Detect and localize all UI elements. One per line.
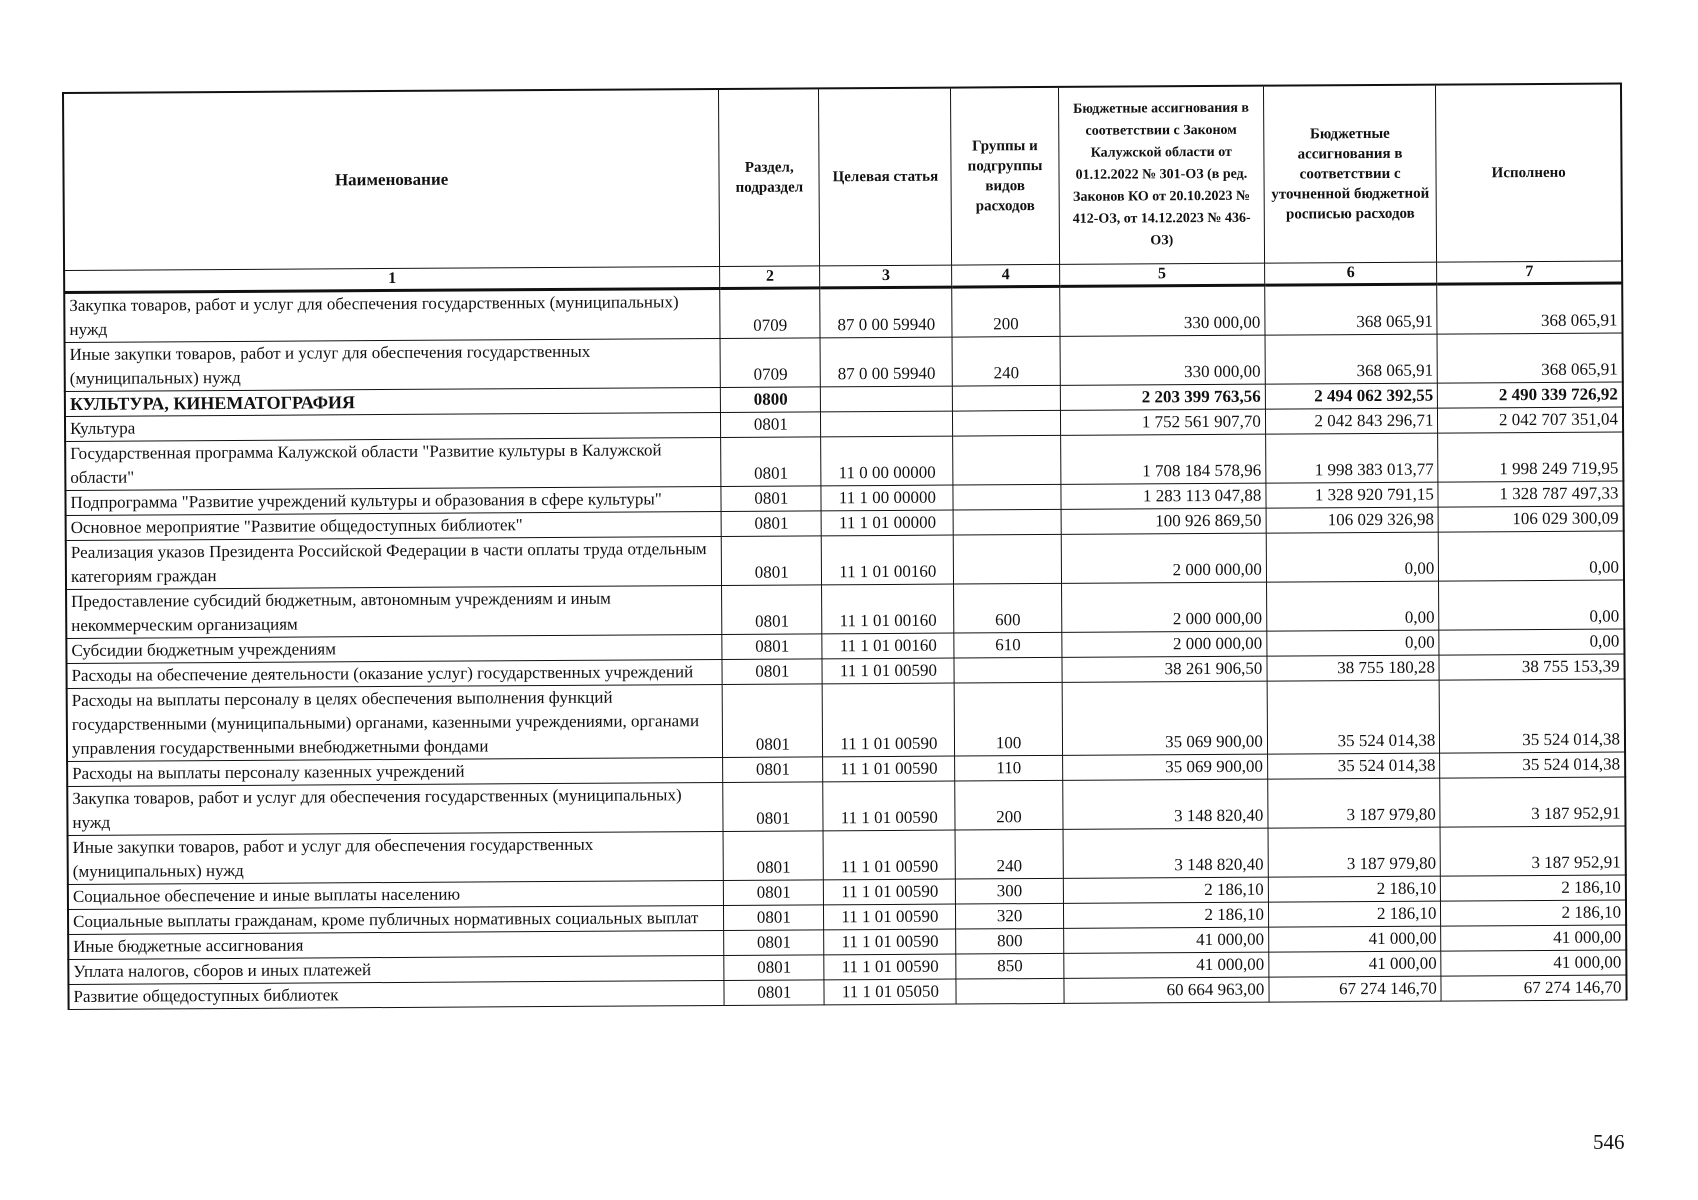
budget-table — [62, 82, 1628, 1010]
row-law-amount: 3 148 820,40 — [1063, 779, 1268, 829]
header-number: 2 — [720, 266, 821, 289]
row-article: 87 0 00 59940 — [821, 337, 953, 387]
row-article: 11 1 01 00000 — [822, 510, 954, 536]
row-executed-amount: 41 000,00 — [1441, 950, 1626, 976]
row-name: Предоставление субсидий бюджетным, автономным учреждениям и иным некоммерческим организациям — [66, 585, 722, 638]
row-name: Реализация указов Президента Российской Федерации в части оплаты труда отдельным категориям граждан — [66, 536, 722, 589]
row-name: Расходы на выплаты персоналу в целях обеспечения выполнения функций государственными (муниципальными) органами, казенными учреждениями, органами управления государственными внебюджетными фондами — [67, 684, 723, 761]
header-refined: Бюджетные ассигнования в соответствии с уточненной бюджетной росписью расходов — [1263, 85, 1437, 264]
header-number: 5 — [1059, 263, 1264, 286]
row-group: 200 — [952, 286, 1060, 337]
row-group — [953, 484, 1061, 510]
header-row — [63, 83, 1622, 270]
row-refined-amount: 2 186,10 — [1268, 876, 1441, 902]
row-executed-amount: 2 490 339 726,92 — [1438, 382, 1623, 408]
row-name: Расходы на выплаты персоналу казенных учреждений — [67, 757, 723, 786]
row-refined-amount: 2 494 062 392,55 — [1265, 383, 1438, 409]
row-article: 11 1 01 00590 — [824, 904, 956, 930]
header-number: 4 — [952, 264, 1060, 287]
row-executed-amount: 35 524 014,38 — [1439, 679, 1625, 753]
row-section: 0801 — [723, 880, 824, 906]
row-executed-amount: 106 029 300,09 — [1438, 506, 1623, 532]
row-law-amount: 38 261 906,50 — [1062, 656, 1267, 682]
header-name: Наименование — [63, 89, 720, 271]
row-name: Подпрограмма "Развитие учреждений культуры и образования в сфере культуры" — [65, 486, 721, 515]
header-group: Группы и подгруппы видов расходов — [951, 87, 1060, 265]
row-article: 11 1 01 00590 — [823, 756, 955, 782]
header-number: 7 — [1437, 261, 1622, 284]
row-section: 0801 — [724, 905, 825, 931]
header-number: 6 — [1264, 262, 1437, 285]
row-refined-amount: 368 065,91 — [1265, 284, 1438, 335]
row-group: 200 — [955, 780, 1063, 830]
row-executed-amount: 0,00 — [1439, 629, 1624, 655]
row-law-amount: 2 000 000,00 — [1062, 631, 1267, 657]
row-group — [953, 509, 1061, 535]
row-refined-amount: 106 029 326,98 — [1266, 507, 1439, 533]
row-law-amount: 100 926 869,50 — [1061, 508, 1266, 534]
row-name: Уплата налогов, сборов и иных платежей — [68, 955, 724, 984]
row-article: 11 1 01 00590 — [824, 954, 956, 980]
row-section: 0801 — [721, 511, 822, 537]
row-article: 11 1 01 00160 — [822, 535, 954, 585]
table-row — [67, 777, 1625, 836]
row-article: 11 1 01 00590 — [823, 781, 955, 831]
row-executed-amount: 67 274 146,70 — [1441, 975, 1626, 1001]
row-article: 11 1 01 00590 — [822, 658, 954, 684]
row-executed-amount: 3 187 952,91 — [1440, 777, 1625, 827]
row-article: 11 1 01 00590 — [824, 929, 956, 955]
row-name: Закупка товаров, работ и услуг для обеспечения государственных (муниципальных) нужд — [67, 782, 723, 835]
row-article: 87 0 00 59940 — [820, 287, 952, 338]
row-law-amount: 2 000 000,00 — [1061, 533, 1266, 583]
row-name: Субсидии бюджетным учреждениям — [66, 634, 722, 663]
row-article: 11 1 01 05050 — [824, 979, 956, 1005]
row-section: 0801 — [723, 757, 824, 783]
row-refined-amount: 38 755 180,28 — [1267, 655, 1440, 681]
row-section: 0801 — [724, 980, 825, 1006]
row-law-amount: 60 664 963,00 — [1064, 977, 1269, 1003]
row-section: 0801 — [722, 659, 823, 685]
row-group — [953, 435, 1061, 485]
row-executed-amount: 2 042 707 351,04 — [1438, 407, 1623, 433]
row-refined-amount: 67 274 146,70 — [1269, 976, 1442, 1002]
row-executed-amount: 0,00 — [1439, 531, 1624, 581]
row-executed-amount: 1 998 249 719,95 — [1438, 432, 1623, 482]
row-name: Иные бюджетные ассигнования — [68, 930, 724, 959]
row-article — [821, 411, 953, 437]
row-section: 0801 — [723, 831, 824, 881]
row-law-amount: 3 148 820,40 — [1063, 828, 1268, 878]
row-article: 11 1 00 00000 — [821, 485, 953, 511]
row-law-amount: 2 203 399 763,56 — [1060, 384, 1265, 410]
row-name: Культура — [65, 412, 721, 441]
header-number: 3 — [820, 265, 952, 288]
row-group: 240 — [952, 336, 1060, 386]
table-row — [64, 283, 1622, 343]
row-executed-amount: 0,00 — [1439, 580, 1624, 630]
row-executed-amount: 368 065,91 — [1437, 283, 1622, 334]
row-section: 0801 — [722, 684, 823, 758]
row-group: 320 — [956, 903, 1064, 929]
row-law-amount: 330 000,00 — [1060, 285, 1265, 336]
row-refined-amount: 35 524 014,38 — [1267, 680, 1440, 754]
table-row — [65, 432, 1623, 491]
row-refined-amount: 41 000,00 — [1268, 926, 1441, 952]
row-refined-amount: 3 187 979,80 — [1268, 827, 1441, 877]
row-refined-amount: 1 328 920 791,15 — [1266, 482, 1439, 508]
row-name: Основное мероприятие "Развитие общедоступных библиотек" — [66, 511, 722, 540]
table-row — [68, 826, 1626, 885]
header-section: Раздел, подраздел — [719, 88, 820, 266]
row-executed-amount: 3 187 952,91 — [1440, 826, 1625, 876]
row-section: 0709 — [720, 288, 821, 339]
row-article — [821, 386, 953, 412]
row-name: Иные закупки товаров, работ и услуг для обеспечения государственных (муниципальных) нужд — [68, 831, 724, 884]
row-law-amount: 1 752 561 907,70 — [1060, 409, 1265, 435]
row-law-amount: 1 283 113 047,88 — [1061, 483, 1266, 509]
row-article: 11 1 01 00590 — [823, 683, 955, 757]
row-executed-amount: 35 524 014,38 — [1440, 752, 1625, 778]
row-name: Социальные выплаты гражданам, кроме публичных нормативных социальных выплат — [68, 905, 724, 934]
row-name: Развитие общедоступных библиотек — [68, 980, 724, 1009]
row-executed-amount: 38 755 153,39 — [1439, 654, 1624, 680]
row-refined-amount: 2 042 843 296,71 — [1265, 408, 1438, 434]
row-section: 0709 — [720, 338, 821, 388]
row-section: 0801 — [721, 412, 822, 438]
row-executed-amount: 2 186,10 — [1441, 875, 1626, 901]
row-group: 800 — [956, 928, 1064, 954]
row-group — [954, 657, 1062, 683]
row-group — [953, 385, 1061, 411]
row-refined-amount: 1 998 383 013,77 — [1265, 433, 1438, 483]
row-refined-amount: 35 524 014,38 — [1267, 753, 1440, 779]
row-name: Социальное обеспечение и иные выплаты населению — [68, 880, 724, 909]
row-executed-amount: 2 186,10 — [1441, 900, 1626, 926]
row-name: КУЛЬТУРА, КИНЕМАТОГРАФИЯ — [65, 387, 721, 416]
row-name: Государственная программа Калужской области "Развитие культуры в Калужской области" — [65, 437, 721, 490]
row-group: 100 — [954, 682, 1062, 756]
row-law-amount: 2 186,10 — [1063, 877, 1268, 903]
row-section: 0801 — [722, 585, 823, 635]
row-section: 0801 — [724, 955, 825, 981]
row-executed-amount: 41 000,00 — [1441, 925, 1626, 951]
header-executed: Исполнено — [1436, 83, 1622, 262]
row-name: Расходы на обеспечение деятельности (оказание услуг) государственных учреждений — [66, 659, 722, 688]
page-number: 546 — [1593, 1130, 1625, 1154]
header-article: Целевая статья — [819, 88, 952, 266]
row-group: 600 — [954, 583, 1062, 633]
row-section: 0801 — [723, 782, 824, 832]
row-refined-amount: 0,00 — [1266, 532, 1439, 582]
row-section: 0801 — [724, 930, 825, 956]
row-group — [956, 978, 1064, 1004]
row-refined-amount: 2 186,10 — [1268, 901, 1441, 927]
row-refined-amount: 368 065,91 — [1265, 334, 1438, 384]
row-group: 110 — [955, 755, 1063, 781]
row-law-amount: 2 000 000,00 — [1061, 582, 1266, 632]
table-row — [67, 679, 1625, 762]
row-group: 610 — [954, 632, 1062, 658]
row-group: 850 — [956, 953, 1064, 979]
row-article: 11 1 01 00590 — [824, 879, 956, 905]
row-refined-amount: 3 187 979,80 — [1268, 778, 1441, 828]
row-section: 0801 — [721, 437, 822, 487]
row-executed-amount: 368 065,91 — [1437, 333, 1622, 383]
row-refined-amount: 41 000,00 — [1269, 951, 1442, 977]
row-name: Закупка товаров, работ и услуг для обеспечения государственных (муниципальных) нужд — [64, 288, 720, 342]
row-article: 11 1 01 00160 — [822, 584, 954, 634]
header-law: Бюджетные ассигнования в соответствии с Законом Калужской области от 01.12.2022 № 301-ОЗ (в ред. Законов КО от 20.10.2023 № 412-ОЗ, от 14.12.2023 № 436-ОЗ) — [1058, 86, 1264, 265]
row-law-amount: 35 069 900,00 — [1062, 681, 1267, 755]
row-refined-amount: 0,00 — [1266, 581, 1439, 631]
row-group — [953, 534, 1061, 584]
table-body — [64, 283, 1626, 1010]
row-group — [953, 410, 1061, 436]
row-article: 11 1 01 00590 — [824, 830, 956, 880]
header-number: 1 — [64, 266, 720, 292]
row-law-amount: 330 000,00 — [1060, 335, 1265, 385]
row-law-amount: 41 000,00 — [1064, 952, 1269, 978]
row-section: 0801 — [722, 634, 823, 660]
table-row — [65, 333, 1623, 392]
row-section: 0800 — [720, 387, 821, 413]
row-section: 0801 — [721, 536, 822, 586]
row-executed-amount: 1 328 787 497,33 — [1438, 481, 1623, 507]
row-refined-amount: 0,00 — [1267, 630, 1440, 656]
row-article: 11 0 00 00000 — [821, 436, 953, 486]
row-law-amount: 2 186,10 — [1063, 902, 1268, 928]
row-section: 0801 — [721, 486, 822, 512]
row-law-amount: 1 708 184 578,96 — [1061, 434, 1266, 484]
row-group: 300 — [956, 878, 1064, 904]
row-law-amount: 41 000,00 — [1064, 927, 1269, 953]
row-name: Иные закупки товаров, работ и услуг для обеспечения государственных (муниципальных) нужд — [65, 338, 721, 391]
row-article: 11 1 01 00160 — [822, 633, 954, 659]
row-law-amount: 35 069 900,00 — [1062, 754, 1267, 780]
row-group: 240 — [955, 829, 1063, 879]
